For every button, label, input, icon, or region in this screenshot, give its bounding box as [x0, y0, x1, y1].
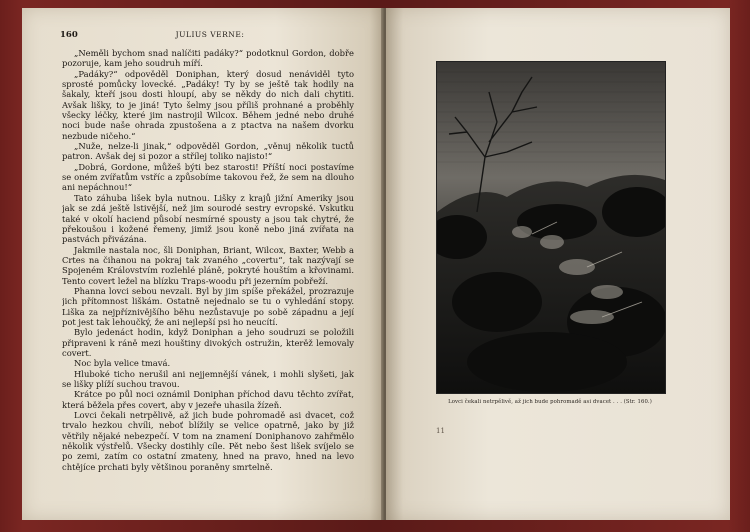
- paragraph: Hluboké ticho nerušil ani nejjemnější vánek, i mohli slyšeti, jak se lišky plíží suchou travou.: [62, 368, 354, 389]
- paragraph: Tato záhuba lišek byla nutnou. Lišky z krajů jižní Ameriky jsou jak se zdá ještě lstivější, než jim sourodé sestry evropské. Vskutku také v okolí haciend působí nesmírné spousty a jsou tak chytré, že překoušou i kožené řemeny, jimiž jsou koně nebo jiná zvířata na pastvách přivázána.: [62, 192, 354, 245]
- paragraph: Lovci čekali netrpělivě, až jich bude pohromadě asi dvacet, což trvalo hezkou chvíli, neboť blížily se velice opatrně, jako by již větřily nějaké nebezpečí. V tom na znamení Doniphanovo zahřmělo několik výstřelů. Všecky dostihly cíle. Pět nebo šest lišek svíjelo se po zemi, zatím co ostatní zmateny, hned na pravo, hned na levo chtějíce prchati byly většinou poraněny smrtelně.: [62, 410, 354, 472]
- signature-mark: 11: [436, 427, 445, 435]
- page-number: 160: [60, 30, 78, 40]
- running-title: JULIUS VERNE:: [175, 30, 245, 39]
- engraving-illustration: [436, 61, 666, 394]
- illustration-caption: Lovci čekali netrpělivě, až jich bude pohromadě asi dvacet . . . (Str. 160.): [448, 399, 652, 405]
- paragraph: Bylo jedenáct hodin, když Doniphan a jeho soudruzi se položili připraveni k ráně mezi houštiny divokých ostružin, kterěž lemovaly covert.: [62, 327, 354, 358]
- paragraph: Krátce po půl noci oznámil Doniphan příchod davu těchto zvířat, která běžela přes covert, aby v jezeře uhasila žízeň.: [62, 389, 354, 410]
- paragraph: „Padáky?“ odpověděl Doniphan, který dosud nenáviděl tyto sprosté pomůcky lovecké. „Padáky! Ty by se ještě tak hodily na šakaly, kteří jsou dosti hloupí, aby se někdy do nich dali chytiti. Avšak lišky, to je jiná! Tyto šelmy jsou příliš prohnané a proběhly všecky léčky, které jim nastrojil Wilcox. Během jedné nebo druhé noci bude naše ohrada zpustošena a z ptactva na našem dvorku nezbude ničeho.“: [62, 68, 354, 141]
- paragraph: Jakmile nastala noc, šli Doniphan, Briant, Wilcox, Baxter, Webb a Crtes na čihanou na pokraj tak zvaného „covertu“, tak nazývají se Spojeném Královstvím rozlehlé pláně, pokryté houštím a křovinami. Tento covert ležel na blízku Traps-woodu při jezerním pobřeží.: [62, 244, 354, 286]
- paragraph: „Dobrá, Gordone, můžeš býti bez starosti! Příští noci postavíme se oném zvířatům vstříc a způsobíme takovou řež, že sem na dlouho ani nepáchnou!“: [62, 161, 354, 193]
- engraving-artwork: [437, 62, 665, 393]
- paragraph: Noc byla velice tmavá.: [74, 358, 171, 369]
- text-body: [62, 48, 354, 503]
- paragraph: „Nuže, nelze-li jinak,“ odpověděl Gordon, „věnuj několik tuctů patron. Avšak dej si pozor a střílej toliko najisto!“: [62, 141, 354, 162]
- paragraph: Phanna lovci sebou nevzali. Byl by jim spíše překážel, prozrazuje jich přítomnost liškám. Ostatně nejednalo se tu o vyhledání stopy. Liška za nejpříznivějšího běhu nezůstavuje po sobě západnu a její pot jest tak lehoučký, že ani nejlepší psi ho neucítí.: [62, 285, 354, 327]
- paragraph: „Neměli bychom snad nalíčiti padáky?“ podotknul Gordon, dobře pozoruje, kam jeho soudruh míří.: [62, 48, 354, 69]
